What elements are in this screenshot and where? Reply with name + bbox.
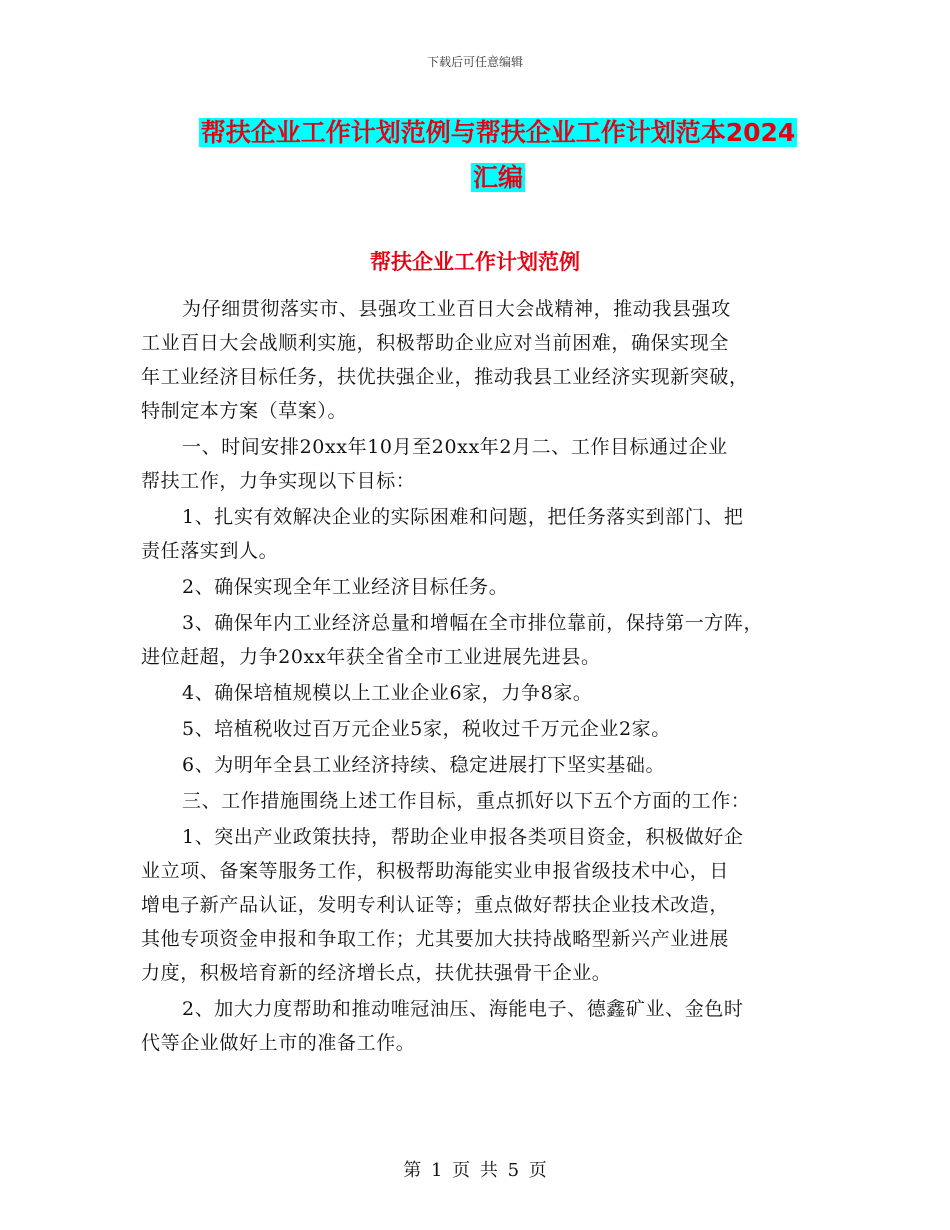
paragraph-line: 进位赶超，力争20xx年获全省全市工业进展先进县。 (141, 646, 601, 668)
title-line-1: 帮扶企业工作计划范例与帮扶企业工作计划范本2024 (200, 118, 796, 147)
paragraph (141, 784, 821, 818)
paragraph (141, 748, 821, 782)
paragraph (141, 430, 821, 498)
paragraph-line: 2、确保实现全年工业经济目标任务。 (182, 576, 509, 598)
paragraph-line: 责任落实到人。 (141, 540, 279, 562)
paragraph-line: 年工业经济目标任务，扶优扶强企业，推动我县工业经济实现新突破， (141, 366, 749, 388)
title-line-2: 汇编 (472, 163, 523, 192)
paragraph-line: 1、突出产业政策扶持，帮助企业申报各类项目资金，积极做好企 (182, 826, 744, 848)
paragraph-line: 6、为明年全县工业经济持续、稳定进展打下坚实基础。 (182, 754, 666, 776)
paragraph-line: 5、培植税收过百万元企业5家，税收过千万元企业2家。 (182, 718, 671, 740)
paragraph (141, 676, 821, 710)
document-title (188, 110, 808, 200)
paragraph (141, 992, 821, 1060)
paragraph (141, 500, 821, 568)
paragraph-line: 4、确保培植规模以上工业企业6家，力争8家。 (182, 682, 593, 704)
paragraph (141, 712, 821, 746)
paragraph (141, 820, 821, 990)
paragraph-line: 一、时间安排20xx年10月至20xx年2月二、工作目标通过企业 (182, 436, 728, 458)
paragraph-line: 帮扶工作，力争实现以下目标： (141, 470, 416, 492)
paragraph (141, 606, 821, 674)
paragraph (141, 570, 821, 604)
paragraph-line: 工业百日大会战顺利实施，积极帮助企业应对当前困难，确保实现全 (141, 332, 730, 354)
page-footer: 第 1 页 共 5 页 (403, 1160, 547, 1181)
paragraph-line: 代等企业做好上市的准备工作。 (141, 1032, 416, 1054)
paragraph-line: 1、扎实有效解决企业的实际困难和问题，把任务落实到部门、把 (182, 506, 744, 528)
paragraph-line: 力度，积极培育新的经济增长点，扶优扶强骨干企业。 (141, 962, 612, 984)
paragraph-line: 为仔细贯彻落实市、县强攻工业百日大会战精神，推动我县强攻 (182, 298, 731, 320)
document-body (141, 292, 821, 1062)
paragraph (141, 292, 821, 428)
paragraph-line: 其他专项资金申报和争取工作；尤其要加大扶持战略型新兴产业进展 (141, 928, 730, 950)
paragraph-line: 特制定本方案（草案）。 (141, 400, 348, 422)
paragraph-line: 三、工作措施围绕上述工作目标，重点抓好以下五个方面的工作： (182, 790, 751, 812)
paragraph-line: 增电子新产品认证，发明专利认证等；重点做好帮扶企业技术改造， (141, 894, 730, 916)
page-header-note: 下载后可任意编辑 (426, 55, 523, 69)
section-title: 帮扶企业工作计划范例 (370, 250, 580, 274)
paragraph-line: 3、确保年内工业经济总量和增幅在全市排位靠前，保持第一方阵， (182, 612, 764, 634)
paragraph-line: 业立项、备案等服务工作，积极帮助海能实业申报省级技术中心，日 (141, 860, 730, 882)
paragraph-line: 2、加大力度帮助和推动唯冠油压、海能电子、德鑫矿业、金色时 (182, 998, 744, 1020)
